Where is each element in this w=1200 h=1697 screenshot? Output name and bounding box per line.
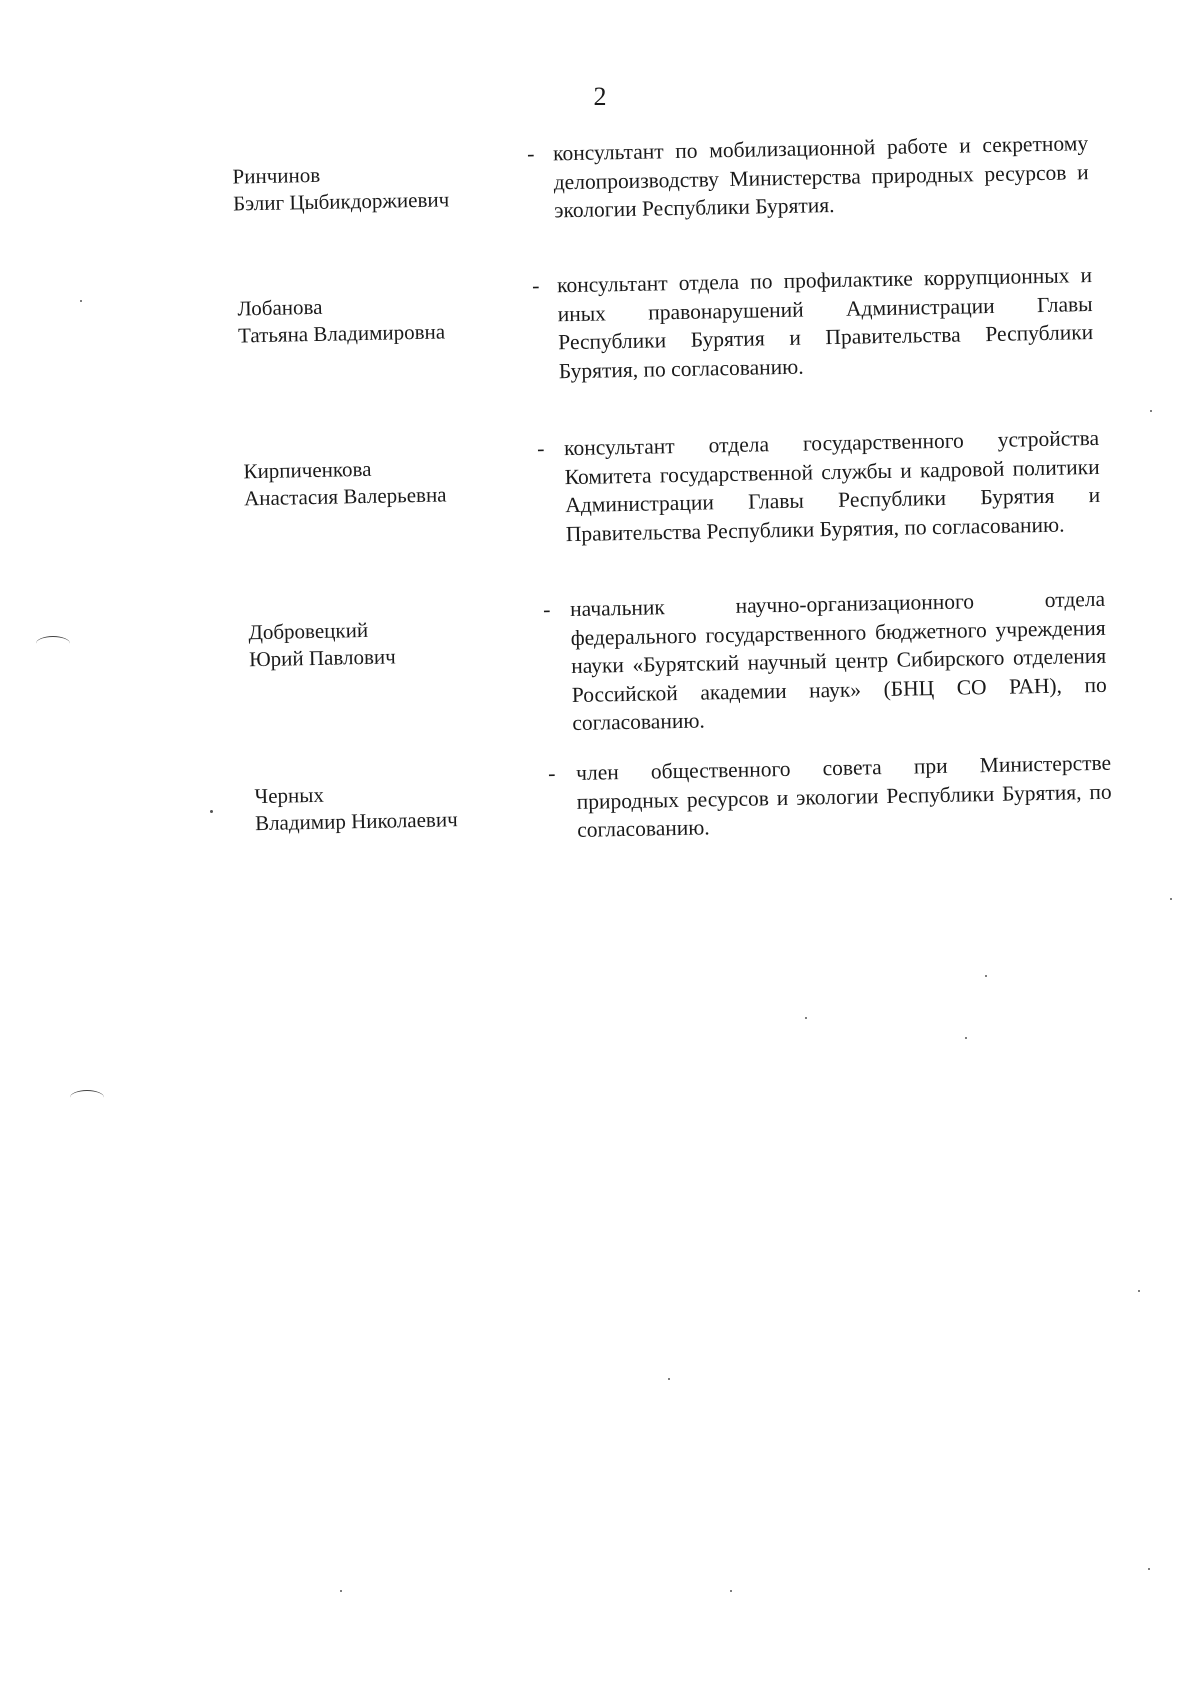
member-given-names: Юрий Павлович	[248, 644, 396, 672]
member-given-names: Владимир Николаевич	[254, 807, 458, 836]
member-position: консультант по мобилизационной работе и секретному делопроизводству Министерства природных ресурсов и экологии Республики Бурятия.	[552, 131, 1089, 223]
scan-speck	[965, 1037, 967, 1039]
member-surname: Ринчинов	[232, 162, 321, 189]
member-entry	[0, 583, 1200, 736]
scan-speck	[805, 1017, 807, 1019]
scan-speck	[1150, 410, 1152, 412]
entry-dash: -	[526, 140, 535, 166]
scan-speck	[1138, 1290, 1140, 1292]
member-surname: Черных	[254, 782, 325, 809]
member-given-names: Бэлиг Цыбикдоржиевич	[232, 187, 450, 216]
scan-speck	[668, 1378, 670, 1380]
member-surname: Добровецкий	[248, 617, 369, 645]
scan-speck	[80, 300, 82, 302]
member-position: консультант отдела по профилактике коррупционных и иных правонарушений Администрации Главы Республики Бурятия и Правительства Республики Бурятия, по согласованию.	[556, 263, 1094, 383]
member-name	[243, 453, 544, 513]
member-position: консультант отдела государственного устройства Комитета государственной службы и кадровой политики Администрации Главы Республики Бурятия и Правительства Республики Бурятия, по согласованию.	[563, 425, 1101, 546]
member-given-names: Анастасия Валерьевна	[243, 482, 447, 511]
member-name	[248, 613, 549, 673]
scan-speck	[1148, 1568, 1150, 1570]
scan-speck	[340, 1590, 342, 1592]
member-name	[237, 290, 538, 350]
member-surname: Лобанова	[237, 294, 323, 321]
member-entry	[0, 747, 1200, 842]
member-entry	[0, 259, 1200, 383]
member-position: начальник научно-организационного отдела федерального государственного бюджетного учреждения науки «Бурятский научный центр Сибирского отделения Российской академии наук» (БНЦ СО РАН), по согласованию.	[569, 586, 1107, 736]
page-number: 2	[593, 82, 607, 111]
member-name	[254, 777, 555, 837]
member-surname: Кирпиченкова	[243, 456, 372, 484]
scan-speck	[1170, 898, 1172, 900]
member-entry	[0, 127, 1200, 223]
entry-dash: -	[542, 596, 551, 622]
scan-speck	[985, 975, 987, 977]
member-position: член общественного совета при Министерстве природных ресурсов и экологии Республики Бурятия, по согласованию.	[575, 750, 1112, 842]
entry-dash: -	[531, 272, 540, 298]
entry-dash: -	[547, 760, 556, 786]
member-name	[232, 158, 533, 218]
member-given-names: Татьяна Владимировна	[237, 319, 446, 348]
scan-speck	[730, 1590, 732, 1592]
entry-dash: -	[536, 435, 545, 461]
member-entry	[0, 422, 1200, 546]
scan-speck	[210, 810, 213, 813]
scan-mark	[70, 1090, 104, 1105]
scan-mark	[36, 636, 70, 651]
